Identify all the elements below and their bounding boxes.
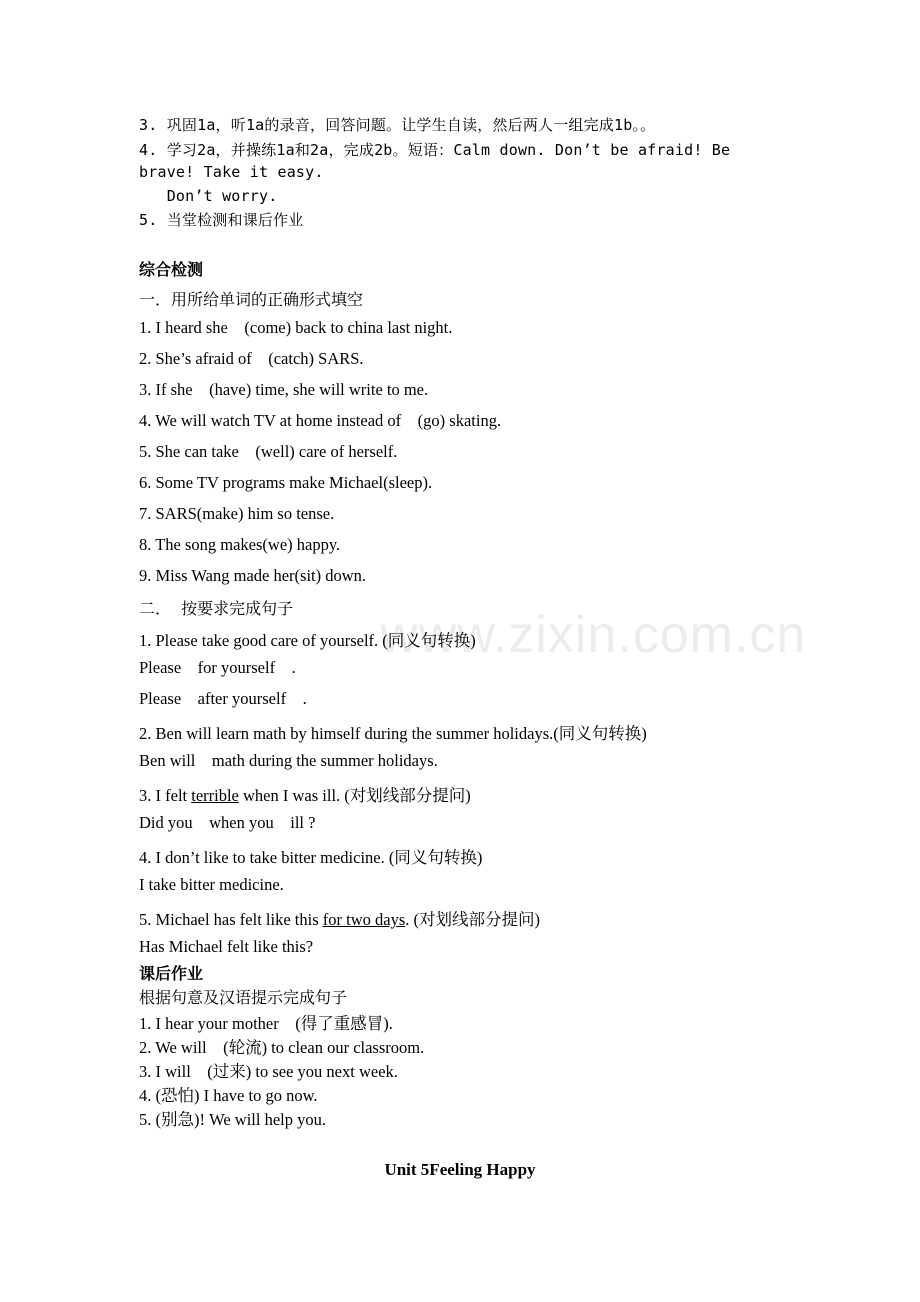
- watermark: www.zixin.com.cn: [380, 606, 807, 664]
- part-2-answer-line: I take bitter medicine.: [139, 875, 284, 894]
- part-2-question-2: 2. Ben will learn math by himself during the summer holidays.(同义句转换): [139, 724, 647, 743]
- part-1-item: 4. We will watch TV at home instead of (go) skating.: [139, 411, 502, 430]
- step-4-line-2: brave! Take it easy.: [139, 163, 324, 181]
- step-4-line-1: 4. 学习2a，并操练1a和2a，完成2b。短语：Calm down. Don’t be afraid! Be: [139, 141, 731, 159]
- question-5-text-after: . (对划线部分提问): [405, 910, 540, 929]
- part-2-answer-line: Did you when you ill ?: [139, 813, 316, 832]
- part-2-question-5: [139, 906, 540, 930]
- part-2-question-1: 1. Please take good care of yourself. (同义句转换): [139, 631, 476, 650]
- test-heading: 综合检测: [139, 260, 204, 279]
- part-1-item: 6. Some TV programs make Michael(sleep).: [139, 473, 433, 492]
- homework-heading: 课后作业: [139, 964, 204, 983]
- part-2-answer-line: Has Michael felt like this?: [139, 937, 314, 956]
- step-5: 5. 当堂检测和课后作业: [139, 211, 304, 229]
- part-1-item: 7. SARS(make) him so tense.: [139, 504, 335, 523]
- part-2-title: 二． 按要求完成句子: [139, 599, 294, 618]
- question-3-text-after: when I was ill. (对划线部分提问): [238, 786, 471, 805]
- step-3: 3. 巩固1a，听1a的录音，回答问题。让学生自读，然后两人一组完成1b。。: [139, 116, 656, 134]
- homework-item: 3. I will (过来) to see you next week.: [139, 1062, 398, 1081]
- part-1-item: 9. Miss Wang made her(sit) down.: [139, 566, 367, 585]
- question-3-text-before: 3. I felt: [139, 786, 192, 805]
- part-1-item: 8. The song makes(we) happy.: [139, 535, 341, 554]
- part-2-answer-line: Ben will math during the summer holidays.: [139, 751, 438, 770]
- underlined-phrase: for two days: [322, 910, 406, 929]
- part-1-item: 2. She’s afraid of (catch) SARS.: [139, 349, 364, 368]
- part-1-item: 1. I heard she (come) back to china last night.: [139, 318, 453, 337]
- homework-item: 1. I hear your mother (得了重感冒).: [139, 1014, 393, 1033]
- part-2-answer-line: Please after yourself .: [139, 689, 307, 708]
- unit-title: Unit 5Feeling Happy: [384, 1160, 536, 1179]
- step-4-line-3: Don’t worry.: [139, 187, 278, 205]
- homework-item: 5. (别急)! We will help you.: [139, 1110, 327, 1129]
- part-1-title: 一．用所给单词的正确形式填空: [139, 290, 364, 309]
- question-5-text-before: 5. Michael has felt like this: [139, 910, 323, 929]
- part-2-question-4: 4. I don’t like to take bitter medicine. (同义句转换): [139, 848, 483, 867]
- part-1-item: 3. If she (have) time, she will write to me.: [139, 380, 429, 399]
- homework-instruction: 根据句意及汉语提示完成句子: [139, 988, 348, 1007]
- part-1-item: 5. She can take (well) care of herself.: [139, 442, 398, 461]
- underlined-word: terrible: [191, 786, 239, 805]
- part-2-question-3: [139, 782, 471, 806]
- homework-item: 2. We will (轮流) to clean our classroom.: [139, 1038, 425, 1057]
- homework-item: 4. (恐怕) I have to go now.: [139, 1086, 318, 1105]
- part-2-answer-line: Please for yourself .: [139, 658, 296, 677]
